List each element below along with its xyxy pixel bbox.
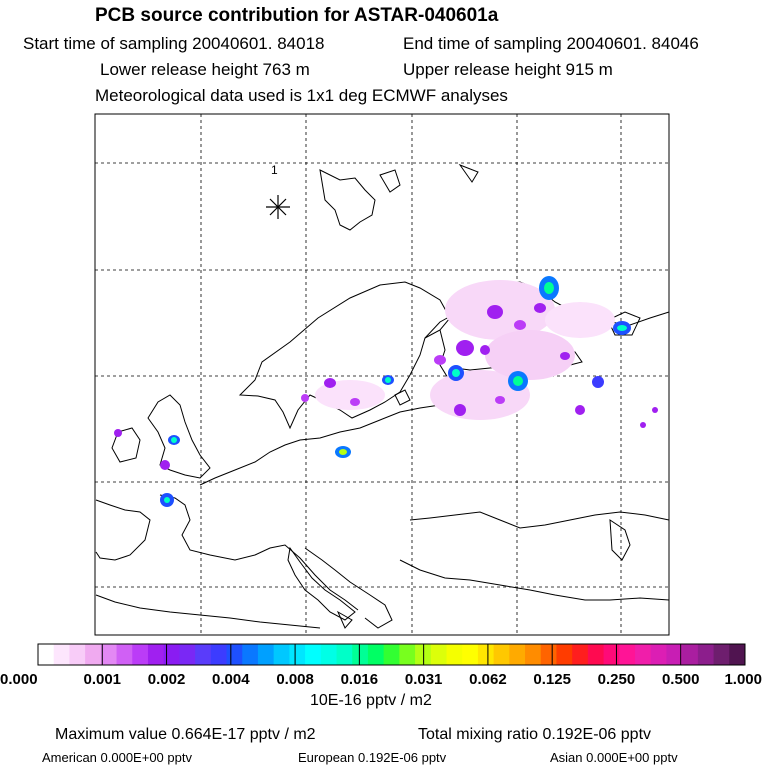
colorbar-cell — [604, 644, 620, 665]
colorbar-cell — [494, 644, 510, 665]
colorbar-cells — [38, 644, 746, 665]
colorbar-tick-label: 1.000 — [724, 671, 762, 688]
colorbar-tick-label: 0.001 — [83, 671, 122, 688]
colorbar-cell — [117, 644, 133, 665]
colorbar-tick-label: 0.008 — [276, 671, 314, 688]
colorbar-cell — [289, 644, 305, 665]
colorbar-cell — [132, 644, 148, 665]
colorbar-cell — [729, 644, 745, 665]
colorbar-cell — [714, 644, 730, 665]
colorbar-cell — [274, 644, 290, 665]
colorbar-cell — [698, 644, 714, 665]
colorbar-cell — [352, 644, 368, 665]
colorbar-cell — [556, 644, 572, 665]
colorbar-cell — [258, 644, 274, 665]
plot-title: PCB source contribution for ASTAR-040601a — [95, 5, 499, 26]
max-value-label: Maximum value 0.664E-17 pptv / m2 — [55, 726, 316, 743]
colorbar-cell — [635, 644, 651, 665]
colorbar-tick-label: 0.002 — [147, 671, 186, 688]
colorbar-cell — [446, 644, 462, 665]
colorbar-cell — [462, 644, 478, 665]
colorbar-cell — [179, 644, 195, 665]
colorbar-cell — [101, 644, 117, 665]
colorbar-tick-label: 0.250 — [597, 671, 636, 688]
colorbar-cell — [337, 644, 353, 665]
colorbar-tick-label: 0.500 — [661, 671, 700, 688]
source-marker-label: 1 — [271, 163, 278, 177]
colorbar-tick-label: 0.125 — [533, 671, 571, 688]
asian-contribution: Asian 0.000E+00 pptv — [550, 750, 678, 765]
lower-height-label: Lower release height 763 m — [100, 60, 310, 79]
colorbar-cell — [195, 644, 211, 665]
colorbar-cell — [588, 644, 604, 665]
colorbar-cell — [211, 644, 227, 665]
colorbar-cell — [572, 644, 588, 665]
colorbar-cell — [85, 644, 101, 665]
colorbar-tick-label: 0.031 — [404, 671, 443, 688]
colorbar-cell — [399, 644, 415, 665]
colorbar-tick-label: 0.016 — [340, 671, 379, 688]
colorbar-cell — [431, 644, 447, 665]
colorbar-unit-label: 10E-16 pptv / m2 — [310, 692, 432, 709]
american-contribution: American 0.000E+00 pptv — [42, 750, 192, 765]
end-time-label: End time of sampling 20040601. 84046 — [403, 34, 699, 53]
met-data-label: Meteorological data used is 1x1 deg ECMWF analyses — [95, 86, 508, 105]
colorbar-cell — [54, 644, 70, 665]
colorbar-cell — [525, 644, 541, 665]
total-mixing-label: Total mixing ratio 0.192E-06 pptv — [418, 726, 652, 743]
colorbar-cell — [227, 644, 243, 665]
colorbar-cell — [242, 644, 258, 665]
colorbar-cell — [305, 644, 321, 665]
colorbar-cell — [38, 644, 54, 665]
colorbar-cell — [384, 644, 400, 665]
colorbar-cell — [69, 644, 85, 665]
colorbar-tick-label: 0.000 — [0, 671, 38, 688]
colorbar-tick-label: 0.004 — [212, 671, 250, 688]
colorbar-tick-label: 0.062 — [469, 671, 507, 688]
colorbar-cell — [666, 644, 682, 665]
european-contribution: European 0.192E-06 pptv — [298, 750, 447, 765]
colorbar-cell — [509, 644, 525, 665]
colorbar-cell — [541, 644, 557, 665]
start-time-label: Start time of sampling 20040601. 84018 — [23, 34, 325, 53]
upper-height-label: Upper release height 915 m — [403, 60, 613, 79]
colorbar-cell — [682, 644, 698, 665]
colorbar-cell — [478, 644, 494, 665]
colorbar-cell — [619, 644, 635, 665]
colorbar-cell — [148, 644, 164, 665]
colorbar-cell — [368, 644, 384, 665]
colorbar-cell — [651, 644, 667, 665]
colorbar-cell — [321, 644, 337, 665]
